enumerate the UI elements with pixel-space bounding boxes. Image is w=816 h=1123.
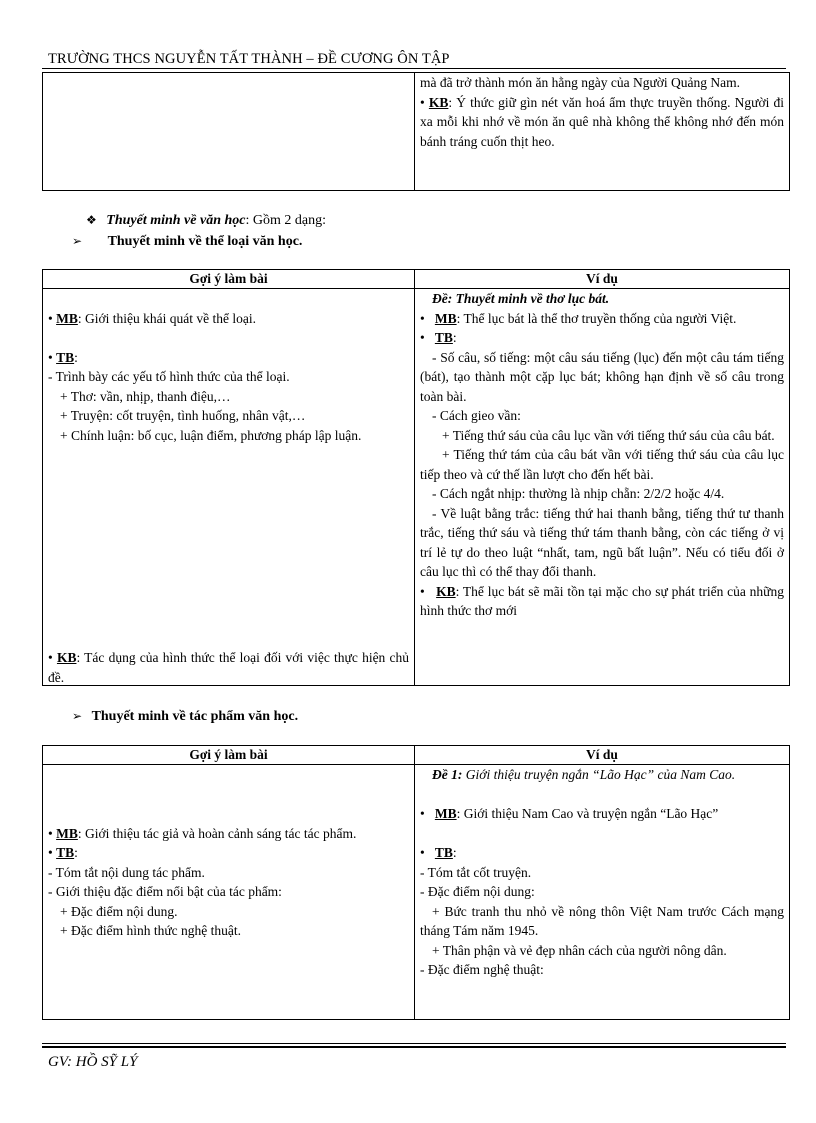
example-line: + Bức tranh thu nhỏ về nông thôn Việt Nam trước Cách mạng tháng Tám năm 1945. bbox=[420, 903, 784, 938]
subsection-genre-title: Thuyết minh về thể loại văn học. bbox=[107, 234, 303, 249]
footer-teacher: GV: HỒ SỸ LÝ bbox=[48, 1054, 138, 1070]
guide-line: - Trình bày các yếu tố hình thức của thể loại. bbox=[48, 369, 290, 384]
tb-label: TB bbox=[56, 845, 75, 860]
tb-label: TB bbox=[434, 330, 453, 345]
subsection-genre-heading bbox=[72, 234, 302, 250]
header-divider bbox=[42, 68, 786, 69]
example-line: - Về luật bằng trắc: tiếng thứ hai thanh bằng, tiếng thứ tư thanh trắc, tiếng thứ sáu và tiếng thứ tám thanh bằng, còn các tiếng ở vị trí lẻ tự do theo luật “nhất, tam, ngũ bất luận”. Nếu có tiểu đối ở câu lục thì có thể thay đổi thanh. bbox=[420, 505, 784, 579]
tb-colon: : bbox=[452, 845, 457, 860]
example-line: - Cách gieo vần: bbox=[432, 408, 521, 423]
mb-label: MB bbox=[56, 310, 78, 326]
example-line: - Cách ngắt nhịp: thường là nhịp chẵn: 2/2/2 hoặc 4/4. bbox=[432, 486, 725, 501]
mb-text: : Giới thiệu tác giả và hoàn cảnh sáng tác tác phẩm. bbox=[77, 825, 357, 841]
bullet-icon: • bbox=[420, 845, 425, 860]
bullet-icon: • bbox=[420, 94, 425, 110]
example-prompt: Đề: Thuyết minh về thơ lục bát. bbox=[432, 291, 610, 306]
bullet-icon: • bbox=[420, 806, 425, 821]
tb-label: TB bbox=[56, 349, 75, 365]
footer-divider bbox=[42, 1043, 786, 1044]
bullet-icon: • bbox=[48, 825, 53, 841]
footer-divider-thick bbox=[42, 1046, 786, 1048]
col-header-guide: Gợi ý làm bài bbox=[43, 270, 415, 289]
work-table bbox=[42, 745, 790, 1020]
bullet-icon: • bbox=[48, 650, 53, 665]
example-line: + Tiếng thứ tám của câu bát vần với tiếng thứ sáu của câu lục tiếp theo và cứ thế lần lượt cho đến hết bài. bbox=[420, 447, 784, 482]
bullet-icon: • bbox=[48, 845, 53, 860]
example-cell bbox=[415, 289, 790, 686]
top-text: mà đã trở thành món ăn hằng ngày của Người Quảng Nam. bbox=[420, 75, 741, 90]
arrow-bullet-icon: ➢ bbox=[72, 234, 83, 248]
kb-text: : Ý thức giữ gìn nét văn hoá ẩm thực truyền thống. Người đi xa mỗi khi nhớ về món ăn quê nhà không thể không nhớ đến món bánh tráng cuốn thịt heo. bbox=[420, 94, 785, 149]
col-header-guide: Gợi ý làm bài bbox=[43, 746, 415, 765]
section-title-italic: Thuyết minh về văn học bbox=[106, 213, 246, 228]
top-right-cell bbox=[415, 73, 790, 191]
example-line: - Tóm tắt cốt truyện. bbox=[420, 864, 532, 880]
guide-line: - Giới thiệu đặc điểm nổi bật của tác phẩm: bbox=[48, 884, 282, 899]
kb-label: KB bbox=[436, 583, 456, 599]
guide-line: - Tóm tắt nội dung tác phẩm. bbox=[48, 864, 205, 880]
bullet-icon: • bbox=[48, 349, 53, 365]
example-line: - Số câu, số tiếng: một câu sáu tiếng (lục) đến một câu tám tiếng (bát), tạo thành một cặp lục bát; không hạn định về số câu trong toàn bài. bbox=[420, 349, 784, 404]
example-prompt-label: Đề 1: bbox=[432, 767, 463, 782]
page-header-title: TRƯỜNG THCS NGUYỄN TẤT THÀNH – ĐỀ CƯƠNG ÔN TẬP bbox=[48, 51, 450, 67]
kb-label: KB bbox=[56, 650, 77, 665]
guide-line: + Đặc điểm hình thức nghệ thuật. bbox=[60, 923, 242, 938]
guide-line: + Thơ: vần, nhịp, thanh điệu,… bbox=[60, 388, 231, 404]
top-continuation-table bbox=[42, 72, 790, 191]
bullet-icon: • bbox=[420, 310, 425, 326]
guide-cell bbox=[43, 765, 415, 1020]
mb-label: MB bbox=[434, 806, 457, 821]
genre-table bbox=[42, 269, 790, 686]
example-prompt-text: Giới thiệu truyện ngắn “Lão Hạc” của Nam Cao. bbox=[462, 767, 736, 782]
kb-text: : Tác dụng của hình thức thể loại đối với việc thực hiện chủ đề. bbox=[48, 650, 410, 685]
example-line: - Đặc điểm nội dung: bbox=[420, 884, 535, 899]
arrow-bullet-icon: ➢ bbox=[72, 709, 83, 723]
section-title-rest: : Gồm 2 dạng: bbox=[245, 213, 326, 228]
section-literature-heading bbox=[86, 213, 326, 229]
tb-colon: : bbox=[74, 845, 78, 860]
col-header-example: Ví dụ bbox=[415, 746, 790, 765]
bullet-icon: • bbox=[420, 583, 425, 599]
example-line: + Tiếng thứ sáu của câu lục vần với tiếng thứ sáu của câu bát. bbox=[442, 427, 775, 443]
subsection-work-heading bbox=[72, 709, 298, 725]
mb-text: : Giới thiệu khái quát về thể loại. bbox=[77, 310, 256, 326]
mb-label: MB bbox=[56, 825, 78, 841]
diamond-bullet-icon: ❖ bbox=[86, 213, 97, 227]
mb-text: : Thể lục bát là thể thơ truyền thống của người Việt. bbox=[456, 310, 737, 326]
example-line: + Thân phận và vẻ đẹp nhân cách của người nông dân. bbox=[432, 942, 727, 958]
guide-line: + Truyện: cốt truyện, tình huống, nhân vật,… bbox=[60, 408, 306, 423]
subsection-work-title: Thuyết minh về tác phẩm văn học. bbox=[91, 709, 299, 724]
tb-label: TB bbox=[434, 845, 453, 860]
example-line: - Đặc điểm nghệ thuật: bbox=[420, 962, 544, 977]
guide-cell bbox=[43, 289, 415, 686]
bullet-icon: • bbox=[420, 330, 425, 345]
top-left-cell bbox=[43, 73, 415, 191]
kb-label: KB bbox=[428, 94, 449, 110]
tb-colon: : bbox=[452, 330, 457, 345]
guide-line: + Đặc điểm nội dung. bbox=[60, 903, 178, 919]
guide-line: + Chính luận: bố cục, luận điểm, phương pháp lập luận. bbox=[60, 427, 362, 443]
mb-label: MB bbox=[434, 310, 457, 326]
mb-text: : Giới thiệu Nam Cao và truyện ngắn “Lão Hạc” bbox=[456, 806, 719, 821]
bullet-icon: • bbox=[48, 310, 53, 326]
col-header-example: Ví dụ bbox=[415, 270, 790, 289]
kb-text: : Thể lục bát sẽ mãi tồn tại mặc cho sự phát triển của những hình thức thơ mới bbox=[420, 583, 784, 618]
tb-colon: : bbox=[74, 349, 78, 365]
example-cell bbox=[415, 765, 790, 1020]
